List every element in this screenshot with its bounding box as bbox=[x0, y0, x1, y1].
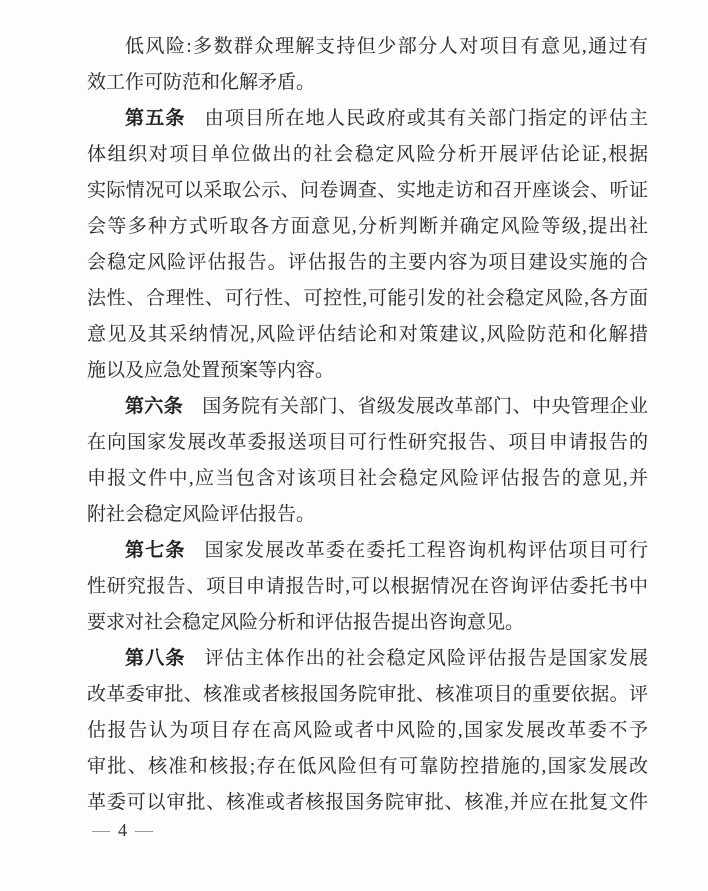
article-number: 第八条 bbox=[125, 648, 186, 669]
document-line bbox=[87, 245, 648, 281]
document-line bbox=[87, 101, 648, 137]
line-text: 审批、核准和核报;存在低风险但有可靠防控措施的,国家发展改 bbox=[87, 756, 648, 777]
line-text: 低风险:多数群众理解支持但少部分人对项目有意见,通过有 bbox=[125, 36, 648, 57]
document-line bbox=[87, 209, 648, 245]
paragraph-article-7 bbox=[87, 533, 648, 641]
line-text: 改革委审批、核准或者核报国务院审批、核准项目的重要依据。评 bbox=[87, 684, 648, 705]
document-line bbox=[87, 353, 648, 389]
document-line bbox=[87, 497, 648, 533]
line-text: 体组织对项目单位做出的社会稳定风险分析开展评估论证,根据 bbox=[87, 144, 648, 165]
document-line bbox=[87, 785, 648, 821]
article-number: 第七条 bbox=[125, 540, 186, 561]
document-line bbox=[87, 461, 648, 497]
page-footer bbox=[92, 818, 153, 842]
line-text: 性研究报告、项目申请报告时,可以根据情况在咨询评估委托书中 bbox=[87, 576, 648, 597]
line-text: 会等多种方式听取各方面意见,分析判断并确定风险等级,提出社 bbox=[87, 216, 648, 237]
document-body bbox=[87, 29, 648, 821]
line-text: 由项目所在地人民政府或其有关部门指定的评估主 bbox=[204, 108, 648, 129]
document-line bbox=[87, 29, 648, 65]
line-text: 国家发展改革委在委托工程咨询机构评估项目可行 bbox=[204, 540, 648, 561]
line-text: 革委可以审批、核准或者核报国务院审批、核准,并应在批复文件 bbox=[87, 792, 648, 813]
line-text: 法性、合理性、可行性、可控性,可能引发的社会稳定风险,各方面 bbox=[87, 288, 648, 309]
paragraph-article-8 bbox=[87, 641, 648, 821]
article-number: 第五条 bbox=[125, 108, 186, 129]
paragraph-article-5 bbox=[87, 101, 648, 389]
article-number: 第六条 bbox=[125, 396, 184, 417]
paragraph-risk-low bbox=[87, 29, 648, 101]
document-line bbox=[87, 137, 648, 173]
document-line bbox=[87, 533, 648, 569]
document-line bbox=[87, 641, 648, 677]
line-text: 效工作可防范和化解矛盾。 bbox=[87, 72, 316, 93]
document-line bbox=[87, 569, 648, 605]
document-line bbox=[87, 605, 648, 641]
document-line bbox=[87, 677, 648, 713]
line-text: 申报文件中,应当包含对该项目社会稳定风险评估报告的意见,并 bbox=[87, 468, 648, 489]
line-text: 国务院有关部门、省级发展改革部门、中央管理企业 bbox=[202, 396, 648, 417]
line-text: 附社会稳定风险评估报告。 bbox=[87, 504, 316, 525]
line-text: 在向国家发展改革委报送项目可行性研究报告、项目申请报告的 bbox=[87, 432, 648, 453]
document-line bbox=[87, 389, 648, 425]
document-line bbox=[87, 425, 648, 461]
document-line bbox=[87, 281, 648, 317]
line-text: 会稳定风险评估报告。评估报告的主要内容为项目建设实施的合 bbox=[87, 252, 648, 273]
page-number: 4 bbox=[118, 820, 127, 840]
line-text: 意见及其采纳情况,风险评估结论和对策建议,风险防范和化解措 bbox=[87, 324, 648, 345]
footer-dash-right: — bbox=[135, 820, 153, 840]
line-text: 评估主体作出的社会稳定风险评估报告是国家发展 bbox=[204, 648, 648, 669]
document-line bbox=[87, 749, 648, 785]
document-line bbox=[87, 713, 648, 749]
paragraph-article-6 bbox=[87, 389, 648, 533]
document-line bbox=[87, 317, 648, 353]
footer-dash-left: — bbox=[92, 820, 110, 840]
line-text: 实际情况可以采取公示、问卷调查、实地走访和召开座谈会、听证 bbox=[87, 180, 648, 201]
document-line bbox=[87, 65, 648, 101]
line-text: 估报告认为项目存在高风险或者中风险的,国家发展改革委不予 bbox=[87, 720, 648, 741]
line-text: 要求对社会稳定风险分析和评估报告提出咨询意见。 bbox=[87, 612, 525, 633]
document-line bbox=[87, 173, 648, 209]
line-text: 施以及应急处置预案等内容。 bbox=[87, 360, 335, 381]
